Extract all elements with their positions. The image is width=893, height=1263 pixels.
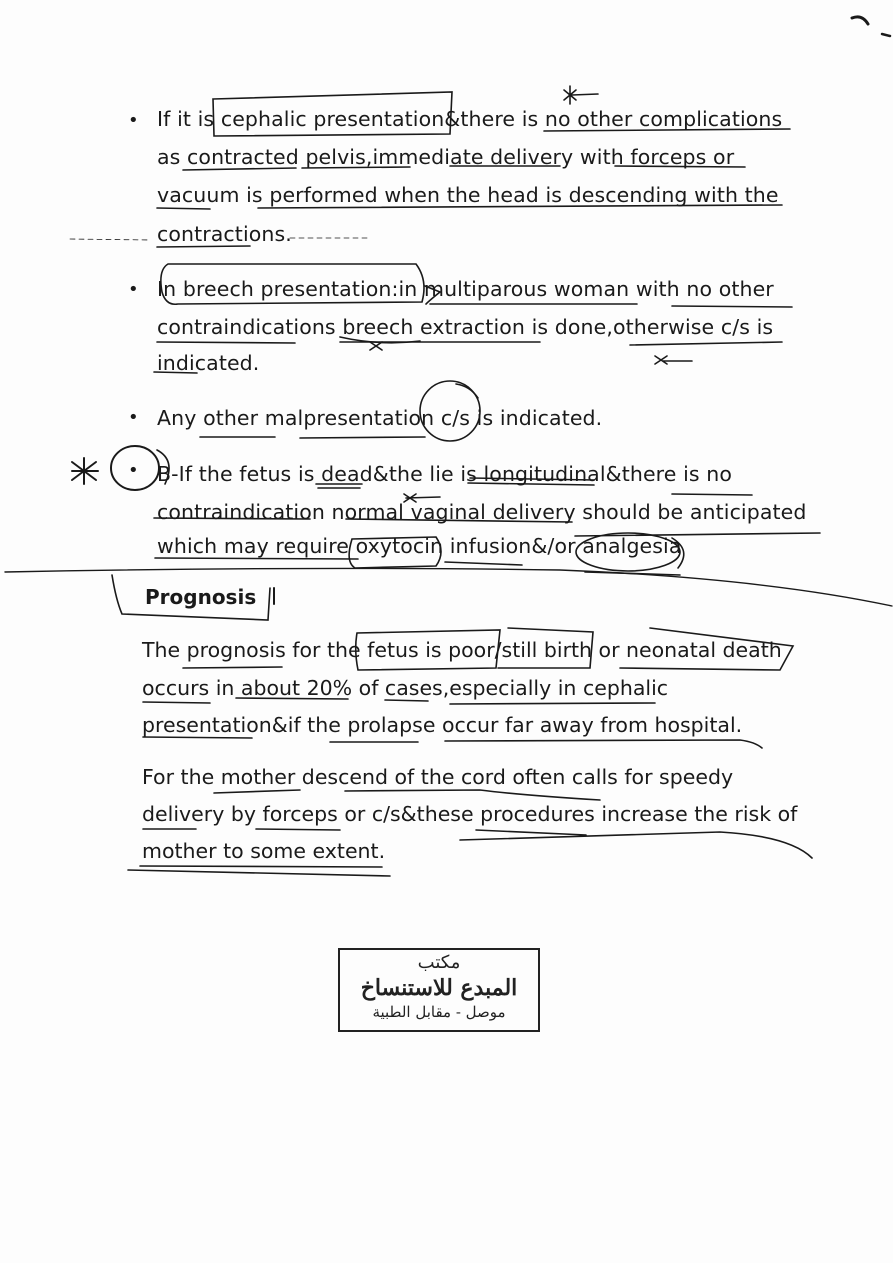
bullet-1-line-2: as contracted pelvis,immediate delivery with forceps or (157, 145, 735, 169)
prognosis-para-2-line-1: For the mother descend of the cord often calls for speedy (142, 765, 734, 789)
bullet-1-line-3: vacuum is performed when the head is descending with the (157, 183, 779, 207)
bullet-1-line-1: If it is cephalic presentation&there is no other complications (157, 107, 783, 131)
bullet-dot: • (128, 460, 139, 481)
shop-stamp (338, 948, 540, 1032)
prognosis-para-1-line-3: presentation&if the prolapse occur far away from hospital. (142, 713, 743, 737)
bullet-1-line-4: contractions. (157, 222, 292, 246)
stamp-line-3: موصل - مقابل الطبية (372, 1003, 506, 1021)
bullet-dot: • (128, 407, 139, 428)
bullet-4-line-1: B-If the fetus is dead&the lie is longitudinal&there is no (157, 462, 732, 486)
prognosis-para-2-line-2: delivery by forceps or c/s&these procedures increase the risk of (142, 802, 798, 826)
stamp-line-1: مكتب (417, 952, 461, 973)
bullet-4-line-2: contraindication normal vaginal delivery should be anticipated (157, 500, 807, 524)
bullet-2-line-1: In breech presentation:in multiparous woman with no other (157, 277, 774, 301)
prognosis-para-1-line-2: occurs in about 20% of cases,especially in cephalic (142, 676, 669, 700)
bullet-dot: • (128, 279, 139, 300)
bullet-2-line-2: contraindications breech extraction is done,otherwise c/s is (157, 315, 774, 339)
bullet-4-line-3: which may require oxytocin infusion&/or analgesia (157, 534, 682, 558)
bullet-dot: • (128, 110, 139, 131)
section-heading-prognosis: Prognosis (145, 585, 257, 609)
prognosis-para-2-line-3: mother to some extent. (142, 839, 386, 863)
bullet-2-line-3: indicated. (157, 351, 260, 375)
stamp-line-2: المبدع للاستنساخ (360, 975, 518, 1001)
bullet-3-line-1: Any other malpresentation c/s is indicated. (157, 406, 603, 430)
prognosis-para-1-line-1: The prognosis for the fetus is poor/still birth or neonatal death (142, 638, 782, 662)
